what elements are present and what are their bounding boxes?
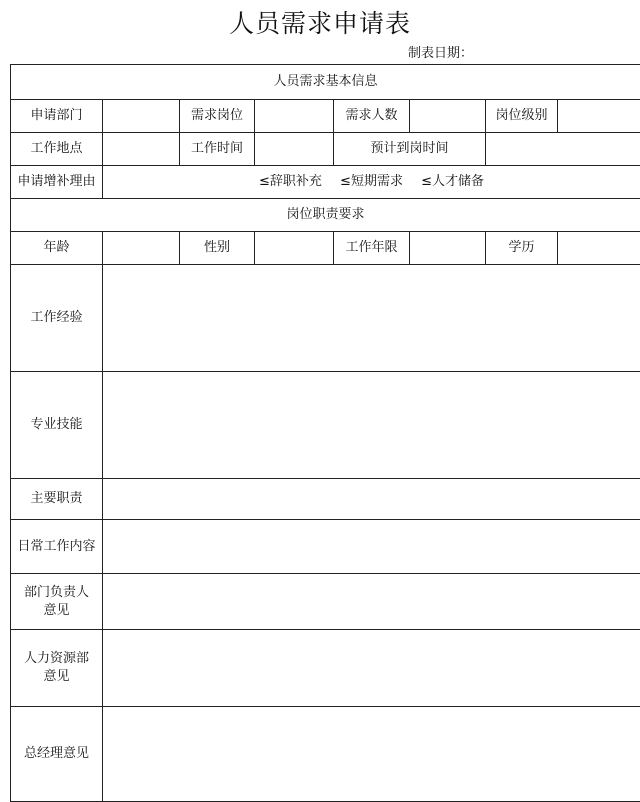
reason-option-talent-reserve[interactable]: ≤人才储备 <box>421 173 484 191</box>
dept-head-opinion-row <box>11 574 640 630</box>
reason-row <box>11 166 640 199</box>
work-location-input[interactable] <box>103 133 180 166</box>
department-row <box>11 100 640 133</box>
work-years-input[interactable] <box>410 232 486 265</box>
experience-row <box>11 265 640 372</box>
hr-opinion-label-line2: 意见 <box>11 668 102 686</box>
form-title: 人员需求申请表 <box>0 6 640 42</box>
hr-opinion-input[interactable] <box>103 630 640 707</box>
education-input[interactable] <box>558 232 640 265</box>
daily-work-label: 日常工作内容 <box>11 520 103 574</box>
skills-row <box>11 372 640 479</box>
date-label: 制表日期： <box>408 45 473 63</box>
reason-option-resignation[interactable]: ≤辞职补充 <box>259 173 322 191</box>
main-duty-input[interactable] <box>103 479 640 520</box>
gm-opinion-input[interactable] <box>103 707 640 802</box>
work-years-label: 工作年限 <box>334 232 410 265</box>
position-level-input[interactable] <box>558 100 640 133</box>
daily-work-row <box>11 520 640 574</box>
duty-section-row <box>11 199 640 232</box>
arrival-time-input[interactable] <box>486 133 640 166</box>
main-duty-label: 主要职责 <box>11 479 103 520</box>
headcount-label: 需求人数 <box>334 100 410 133</box>
headcount-input[interactable] <box>410 100 486 133</box>
work-time-label: 工作时间 <box>180 133 255 166</box>
basic-info-section-title: 人员需求基本信息 <box>11 65 640 100</box>
experience-label: 工作经验 <box>11 265 103 372</box>
arrival-time-label: 预计到岗时间 <box>334 133 486 166</box>
experience-input[interactable] <box>103 265 640 372</box>
skills-input[interactable] <box>103 372 640 479</box>
position-level-label: 岗位级别 <box>486 100 558 133</box>
dept-head-opinion-label-line1: 部门负责人 <box>11 584 102 602</box>
work-location-label: 工作地点 <box>11 133 103 166</box>
daily-work-input[interactable] <box>103 520 640 574</box>
age-input[interactable] <box>103 232 180 265</box>
gender-label: 性别 <box>180 232 255 265</box>
main-duty-row <box>11 479 640 520</box>
age-label: 年龄 <box>11 232 103 265</box>
gender-input[interactable] <box>255 232 334 265</box>
work-time-input[interactable] <box>255 133 334 166</box>
location-row <box>11 133 640 166</box>
hr-opinion-label-line1: 人力资源部 <box>11 650 102 668</box>
requirements-row <box>11 232 640 265</box>
dept-head-opinion-input[interactable] <box>103 574 640 630</box>
hr-opinion-label <box>11 630 103 707</box>
dept-head-opinion-label-line2: 意见 <box>11 602 102 620</box>
department-label: 申请部门 <box>11 100 103 133</box>
position-input[interactable] <box>255 100 334 133</box>
reason-option-short-term[interactable]: ≤短期需求 <box>340 173 403 191</box>
dept-head-opinion-label <box>11 574 103 630</box>
duty-section-title: 岗位职责要求 <box>11 199 640 232</box>
gm-opinion-row <box>11 707 640 802</box>
request-form-table <box>10 64 640 802</box>
position-label: 需求岗位 <box>180 100 255 133</box>
reason-options <box>103 166 640 199</box>
reason-label: 申请增补理由 <box>11 166 103 199</box>
education-label: 学历 <box>486 232 558 265</box>
skills-label: 专业技能 <box>11 372 103 479</box>
department-input[interactable] <box>103 100 180 133</box>
hr-opinion-row <box>11 630 640 707</box>
basic-info-section-row <box>11 65 640 100</box>
gm-opinion-label: 总经理意见 <box>11 707 103 802</box>
